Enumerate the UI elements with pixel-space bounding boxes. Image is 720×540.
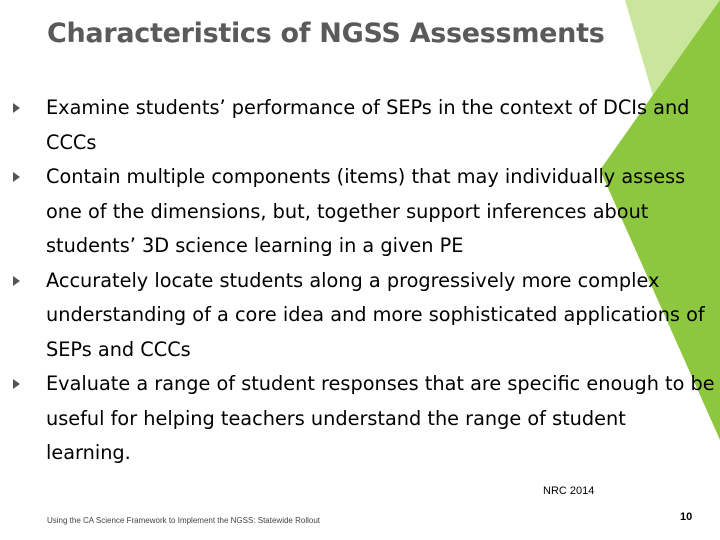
triangle-bullet-icon: [13, 172, 20, 182]
bullet-text: Contain multiple components (items) that may individually assess one of the dimensions, but, together support inferences about students’ 3D science learning in a given PE: [46, 165, 686, 257]
bullet-text: Accurately locate students along a progressively more complex understanding of a core idea and more sophisticated applications of SEPs and CCCs: [46, 268, 705, 361]
page-number: 10: [680, 511, 693, 523]
bullet-item: [0, 160, 720, 264]
bullet-item: [0, 367, 720, 471]
slide-title: Characteristics of NGSS Assessments: [47, 18, 605, 49]
footer-text: Using the CA Science Framework to Implement the NGSS: Statewide Rollout: [47, 516, 321, 525]
triangle-bullet-icon: [13, 379, 20, 389]
bullet-text: Examine students’ performance of SEPs in the context of DCIs and CCCs: [46, 96, 690, 154]
triangle-bullet-icon: [13, 276, 20, 286]
bullet-text: Evaluate a range of student responses that are specific enough to be useful for helping teachers understand the range of student learning.: [46, 372, 715, 464]
bullet-item: [0, 91, 720, 160]
bullet-item: [0, 264, 720, 368]
citation: NRC 2014: [543, 485, 595, 497]
bullet-list: [0, 91, 720, 471]
triangle-bullet-icon: [13, 103, 20, 113]
